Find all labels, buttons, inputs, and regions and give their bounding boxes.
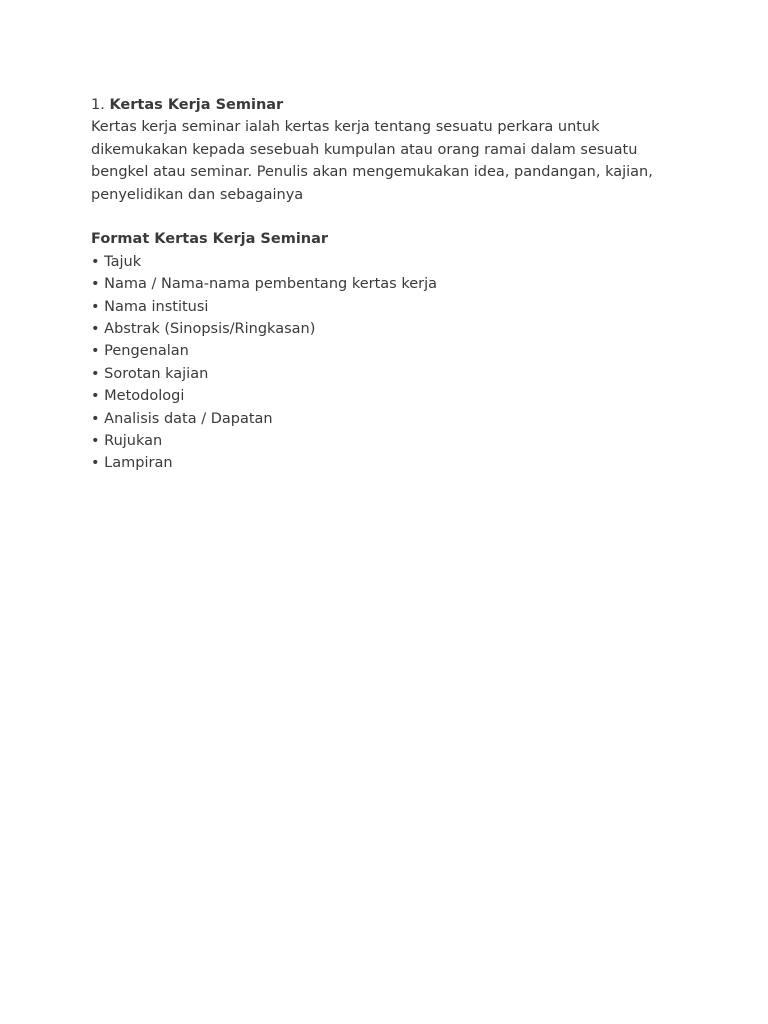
list-item: • Analisis data / Dapatan [91, 410, 273, 427]
section-paragraph [91, 116, 691, 206]
list-item: • Metodologi [91, 388, 185, 405]
section-heading [91, 94, 691, 116]
list-item: • Sorotan kajian [91, 365, 209, 382]
blank-line [91, 206, 691, 228]
section-number: 1. [91, 97, 105, 113]
paragraph-line: dikemukakan kepada sesebuah kumpulan atau orang ramai dalam sesuatu [91, 141, 638, 158]
list-item: • Tajuk [91, 253, 142, 270]
list-item: • Pengenalan [91, 343, 189, 360]
format-heading: Format Kertas Kerja Seminar [91, 231, 329, 248]
paragraph-line: bengkel atau seminar. Penulis akan mengemukakan idea, pandangan, kajian, [91, 164, 653, 181]
list-item: • Lampiran [91, 455, 173, 472]
section-title: Kertas Kerja Seminar [109, 97, 284, 113]
document-page [91, 94, 691, 475]
list-item: • Rujukan [91, 433, 163, 450]
list-item: • Nama / Nama-nama pembentang kertas kerja [91, 276, 437, 293]
list-item: • Nama institusi [91, 298, 209, 315]
format-list [91, 251, 691, 475]
paragraph-line: penyelidikan dan sebagainya [91, 186, 304, 203]
list-item: • Abstrak (Sinopsis/Ringkasan) [91, 321, 316, 338]
paragraph-line: Kertas kerja seminar ialah kertas kerja tentang sesuatu perkara untuk [91, 119, 600, 136]
